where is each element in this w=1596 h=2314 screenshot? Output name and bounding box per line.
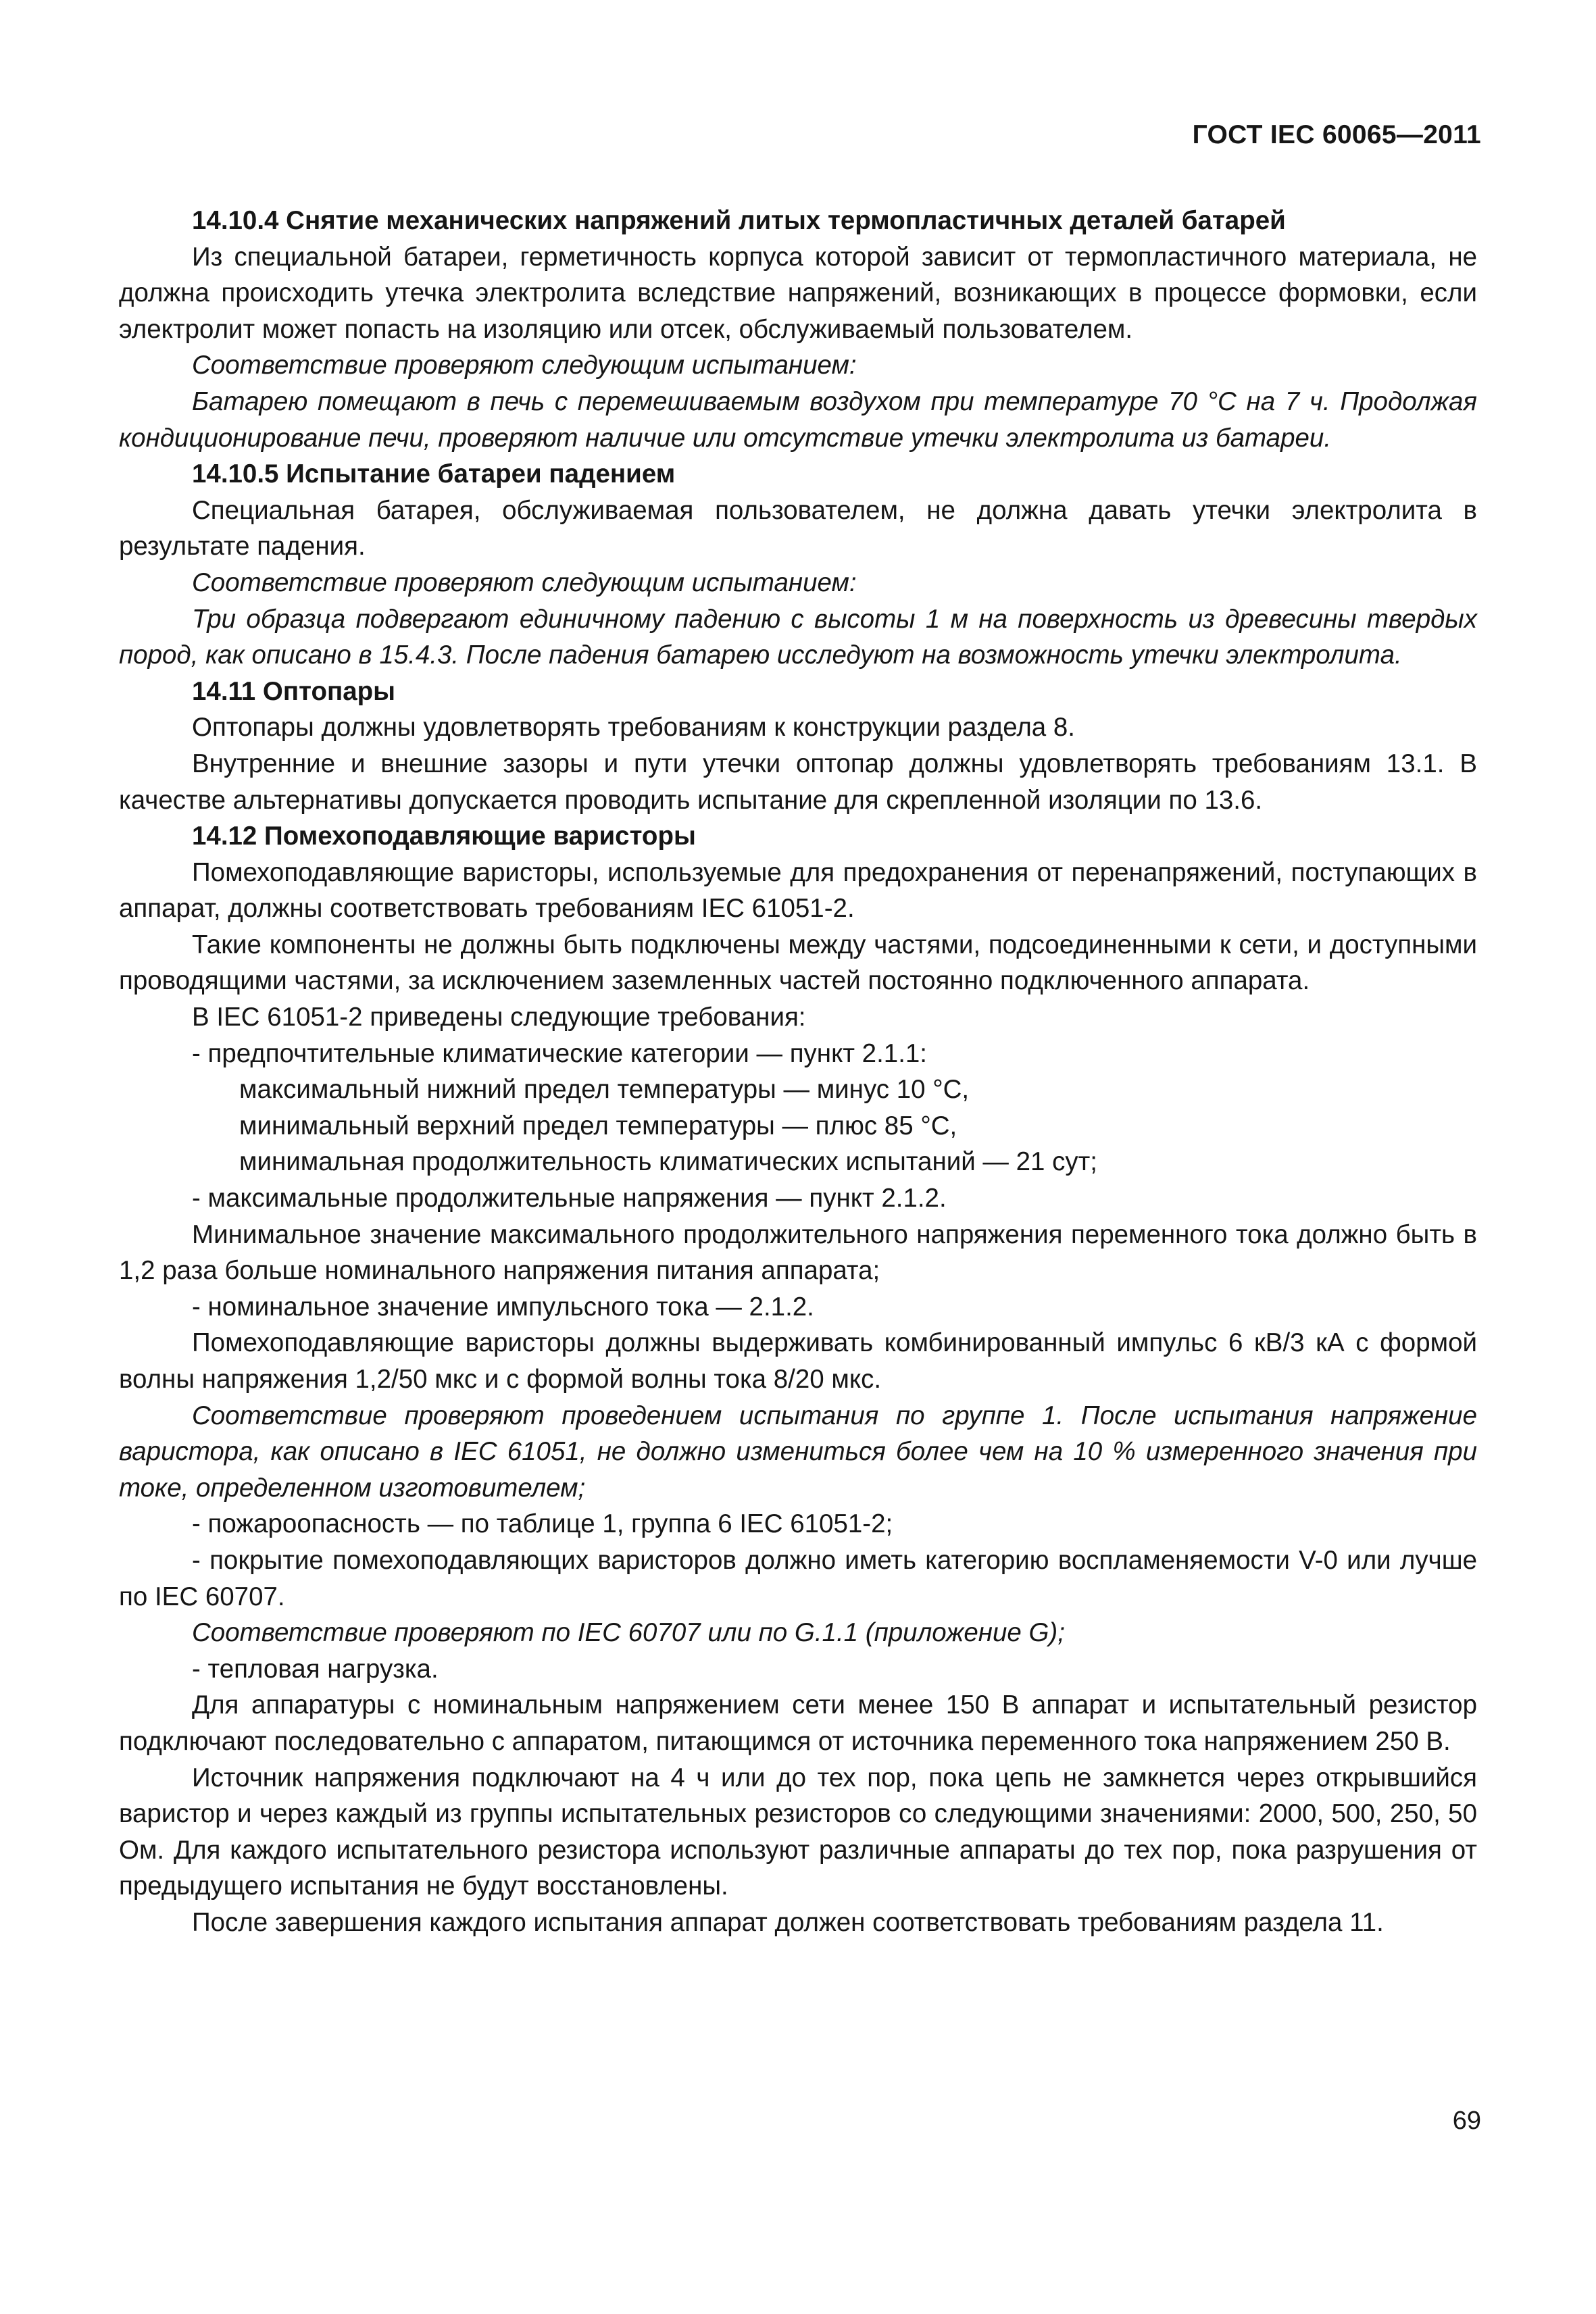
section-heading: 14.10.5 Испытание батареи падением [192,459,676,489]
compliance-note: Соответствие проверяют следующим испытанием: [192,351,857,380]
paragraph: Помехоподавляющие варисторы должны выдерживать комбинированный импульс 6 кВ/3 кА с формой волны напряжения 1,2/50 мкс и с формой волны тока 8/20 мкс. [119,1328,1477,1394]
paragraph: Внутренние и внешние зазоры и пути утечки оптопар должны удовлетворять требованиям 13.1. В качестве альтернативы допускается проводить испытание для скрепленной изоляции по 13.6. [119,749,1477,815]
paragraph: В IEC 61051-2 приведены следующие требования: [192,1003,806,1032]
page-number: 69 [1452,2107,1481,2135]
compliance-note: Соответствие проверяют следующим испытанием: [192,568,857,597]
compliance-note: Соответствие проверяют проведением испытания по группе 1. После испытания напряжение варистора, как описано в IEC 61051, не должно измениться более чем на 10 % измеренного значения при токе, определенном изготовителем; [119,1401,1477,1503]
paragraph: Из специальной батареи, герметичность корпуса которой зависит от термопластичного материала, не должна происходить утечка электролита вследствие напряжений, возникающих в процессе формовки, если электролит может попасть на изоляцию или отсек, обслуживаемый пользователем. [119,242,1477,344]
sub-list-item: минимальный верхний предел температуры — плюс 85 °С, [239,1111,957,1140]
section-heading: 14.12 Помехоподавляющие варисторы [192,822,696,851]
paragraph: Оптопары должны удовлетворять требованиям к конструкции раздела 8. [192,713,1076,743]
sub-list-item: минимальная продолжительность климатических испытаний — 21 сут; [239,1147,1097,1177]
list-item: - номинальное значение импульсного тока — 2.1.2. [192,1292,814,1322]
compliance-note: Соответствие проверяют по IEC 60707 или по G.1.1 (приложение G); [192,1618,1065,1648]
paragraph: Для аппаратуры с номинальным напряжением сети менее 150 В аппарат и испытательный резистор подключают последовательно с аппаратом, питающимся от источника переменного тока напряжением 250 В. [119,1690,1477,1756]
paragraph: Специальная батарея, обслуживаемая пользователем, не должна давать утечки электролита в результате падения. [119,495,1477,561]
paragraph: Помехоподавляющие варисторы, используемые для предохранения от перенапряжений, поступающих в аппарат, должны соответствовать требованиям IEC 61051-2. [119,857,1477,924]
section-heading: 14.11 Оптопары [192,676,396,706]
list-item: - предпочтительные климатические категории — пункт 2.1.1: [192,1038,928,1068]
document-header: ГОСТ IEC 60065—2011 [1192,120,1481,149]
paragraph: Такие компоненты не должны быть подключены между частями, подсоединенными к сети, и доступными проводящими частями, за исключением заземленных частей постоянно подключенного аппарата. [119,930,1477,996]
test-procedure: Батарею помещают в печь с перемешиваемым воздухом при температуре 70 °С на 7 ч. Продолжая кондиционирование печи, проверяют наличие или отсутствие утечки электролита из батареи. [119,386,1477,453]
list-item: - покрытие помехоподавляющих варисторов должно иметь категорию воспламеняемости V-0 или лучше по IEC 60707. [119,1545,1477,1611]
paragraph: Источник напряжения подключают на 4 ч или до тех пор, пока цепь не замкнется через открывшийся варистор и через каждый из группы испытательных резисторов со следующими значениями: 2000, 500, 250, 50 Ом. Для каждого испытательного резистора используют различные аппараты до тех пор, пока разрушения от предыдущего испытания не будут восстановлены. [119,1763,1477,1901]
sub-list-item: максимальный нижний предел температуры — минус 10 °С, [239,1075,970,1105]
paragraph: Минимальное значение максимального продолжительного напряжения переменного тока должно быть в 1,2 раза больше номинального напряжения питания аппарата; [119,1219,1477,1286]
list-item: - пожароопасность — по таблице 1, группа 6 IEC 61051-2; [192,1509,893,1539]
list-item: - тепловая нагрузка. [192,1654,439,1684]
section-heading: 14.10.4 Снятие механических напряжений литых термопластичных деталей батарей [192,206,1286,235]
document-body [119,203,1477,1941]
list-item: - максимальные продолжительные напряжения — пункт 2.1.2. [192,1184,947,1213]
paragraph: После завершения каждого испытания аппарат должен соответствовать требованиям раздела 11. [192,1907,1384,1937]
test-procedure: Три образца подвергают единичному падению с высоты 1 м на поверхность из древесины твердых пород, как описано в 15.4.3. После падения батарею исследуют на возможность утечки электролита. [119,604,1477,670]
